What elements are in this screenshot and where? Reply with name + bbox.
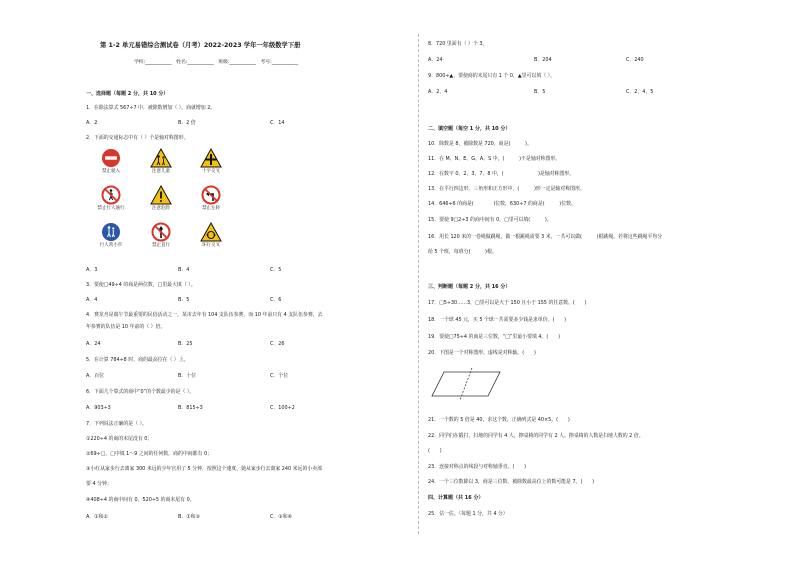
q7-option-c: C．③和④ [270, 514, 292, 520]
question-13: 13．在平行四边形、三角形和正方形中，( )形一定是轴对称图形。 [428, 186, 585, 192]
q3-option-a: A．4 [86, 297, 98, 303]
question-1: 1．在除法算式 567÷7 中，被除数增加（ ），商就增加 2。 [86, 105, 216, 111]
sign-label: 环行交叉 [202, 243, 220, 248]
crossroad-sign-icon [200, 148, 222, 168]
question-2: 2．下面的交通标志中有（ ）个是轴对称图形。 [86, 135, 189, 141]
question-25: 25．估一估。（每题 1 分，共 4 分） [428, 511, 508, 517]
question-4-cont: 年参赛的队伍是 10 年前的（ ）倍。 [86, 324, 166, 330]
student-info-line [134, 60, 298, 66]
question-22-cont: ( ) [428, 448, 442, 454]
q7-option-a: A．①和② [86, 514, 108, 520]
q1-option-b: B．2 倍 [178, 120, 196, 126]
q7-statement-3-cont: 要 4 分钟； [86, 481, 112, 487]
question-8: 8．720 里面有（ ）个 3。 [428, 41, 488, 47]
class-field: 班级:___________ [218, 60, 256, 65]
pedestrian-sign-icon [101, 222, 121, 242]
sign-roundabout [186, 222, 236, 259]
exam-number-field: 考号:___________ [260, 60, 299, 65]
sign-label: 禁止直行 [152, 243, 170, 248]
q2-option-b: B．4 [178, 267, 190, 273]
section-fill-heading: 二、填空题（每空 1 分，共 10 分） [428, 126, 511, 132]
q6-option-c: C．100÷2 [270, 405, 295, 411]
danger-warning-sign-icon [150, 185, 172, 205]
sign-no-left-turn [186, 185, 236, 222]
sign-pedestrian [86, 222, 136, 259]
q7-option-b: B．①和③ [178, 514, 200, 520]
q9-option-c: C．2，4，5 [626, 89, 654, 95]
parallelogram-figure [430, 366, 502, 402]
sign-label: 禁止左转 [202, 206, 220, 211]
question-20: 20．下图是一个对称图形，虚线是对称轴。( ) [428, 350, 536, 356]
question-17: 17．□5÷30……3，□里可以是大于 150 且小于 155 的任意数。( ) [428, 300, 587, 306]
sign-label: 注意儿童 [152, 169, 170, 174]
question-6: 6．下面几个算式的商中“0”的个数最少的是（ ）。 [86, 389, 195, 395]
section-calc-heading: 四、计算题（共 16 分） [428, 495, 484, 501]
question-7: 7．下列说法正确的是（ ）。 [86, 421, 147, 427]
no-pedestrian-sign-icon [101, 185, 121, 205]
q3-option-c: C．6 [270, 297, 282, 303]
question-16: 16．用长 120 米的一卷绳做跳绳，做一根跳绳需要 3 米，一共可以做( )根跳绳。若将这些跳绳平均分 [428, 234, 663, 240]
question-21: 21．一个数的 5 倍是 40，求这个数，正确列式是 40×5。( ) [428, 417, 570, 423]
sign-label: 禁止行人通行 [97, 206, 125, 211]
q5-option-b: B．十位 [178, 373, 197, 379]
q8-option-b: B．204 [534, 57, 552, 63]
sign-label: 行人常小步 [99, 243, 123, 248]
q8-option-a: A．24 [428, 57, 443, 63]
question-15: 15．要使 9□2÷3 的商中间有 0，□里可以填( )。 [428, 217, 552, 223]
sign-crossroad [186, 148, 236, 185]
section-choice-heading: 一、选择题（每题 2 分，共 10 分） [86, 91, 169, 97]
q1-option-c: C．14 [270, 120, 285, 126]
q4-option-a: A．24 [86, 341, 101, 347]
children-warning-sign-icon [150, 148, 172, 168]
q4-option-b: B．25 [178, 341, 193, 347]
section-judge-heading: 三、判断题（每题 2 分，共 16 分） [428, 284, 511, 290]
q6-option-b: B．815÷3 [178, 405, 203, 411]
no-entry-sign-icon [101, 148, 121, 168]
q3-option-b: B．5 [178, 297, 190, 303]
q7-statement-3: ③小红从家步行去离家 300 米远的少年宫用了 5 分钟，按照这个速度，她从家步行去离家 240 米远的小卖部 [86, 466, 323, 472]
traffic-signs-grid [86, 148, 236, 260]
question-22: 22．同学们在锻打，扫地的同学有 4 人，擦桌椅的同学有 2 人。擦桌椅的人数是扫地人数的 2 倍。 [428, 433, 644, 439]
question-11: 11．在 M、N、E、G、A、S 中，( )不是轴对称图形。 [428, 156, 561, 162]
no-left-turn-sign-icon [201, 185, 221, 205]
no-straight-sign-icon [151, 222, 171, 242]
q7-statement-1: ①220÷4 的商的末尾没有 0； [86, 436, 153, 442]
q4-option-c: C．26 [270, 341, 285, 347]
sign-children [136, 148, 186, 185]
question-4: 4．赛龙舟是端午节最重要的民俗活动之一，某市去年有 104 支队伍参赛，而 10 年前只有 4 支队伍参赛，去 [86, 312, 323, 318]
q2-option-a: A．3 [86, 267, 98, 273]
question-5: 5．在计算 784÷8 时，商的最高位在（ ）上。 [86, 357, 189, 363]
q8-option-c: C．240 [626, 57, 644, 63]
q2-option-c: C．5 [270, 267, 282, 273]
sign-no-straight [136, 222, 186, 259]
question-14: 14．646÷6 的商是( )位数，630÷7 的商是( )位数。 [428, 201, 576, 207]
q9-option-a: A．2，4 [428, 89, 448, 95]
question-10: 10．除数是 8，被除数是 720，商是( )。 [428, 141, 532, 147]
school-field: 学校:___________ [134, 60, 172, 65]
sign-danger [136, 185, 186, 222]
question-19: 19．要使□75÷4 的商是三位数，“□”里最小要填 4。( ) [428, 334, 561, 340]
q7-statement-2: ②69÷□，□中填 1～9 之间的任何数，商的中间都有 0； [86, 451, 212, 457]
q9-option-b: B．5 [534, 89, 546, 95]
question-12: 12．在数字 0、2、3、7、8 中，( )是轴对称图形。 [428, 171, 575, 177]
sign-no-pedestrian [86, 185, 136, 222]
q5-option-c: C．个位 [270, 373, 289, 379]
sign-label: 禁止驶入 [102, 169, 120, 174]
column-divider [418, 34, 419, 534]
question-18: 18．一个球 45 元，买 5 个球一共需要多少钱是求单价。( ) [428, 317, 567, 323]
q7-statement-4: ④408÷4 的商中间有 0，520÷5 的商末尾有 0。 [86, 497, 195, 503]
roundabout-sign-icon [200, 222, 222, 242]
page-title: 第 1-2 单元易错综合测试卷（月考）2022-2023 学年一年级数学下册 [100, 42, 301, 49]
question-23: 23．连接对称点的线段与对称轴垂直。( ) [428, 464, 527, 470]
sign-label: 十字交叉 [202, 169, 220, 174]
sign-no-entry [86, 148, 136, 185]
sign-label: 注意危险 [152, 206, 170, 211]
question-3: 3．要使□49÷4 的商是两位数，□里最大填（ ）。 [86, 282, 196, 288]
question-24: 24．一个三位数除以 3，商是三位数，被除数最高位上的数可能是 7。( ) [428, 479, 595, 485]
name-field: 姓名:___________ [176, 60, 214, 65]
q6-option-a: A．903÷3 [86, 405, 111, 411]
question-16-cont: 给 5 个班，每班分( )根。 [428, 249, 497, 255]
q5-option-a: A．百位 [86, 373, 105, 379]
q1-option-a: A．2 [86, 120, 98, 126]
question-9: 9．800÷▲，要使商的末尾只有 1 个 0，▲里可以填（ ）。 [428, 73, 555, 79]
